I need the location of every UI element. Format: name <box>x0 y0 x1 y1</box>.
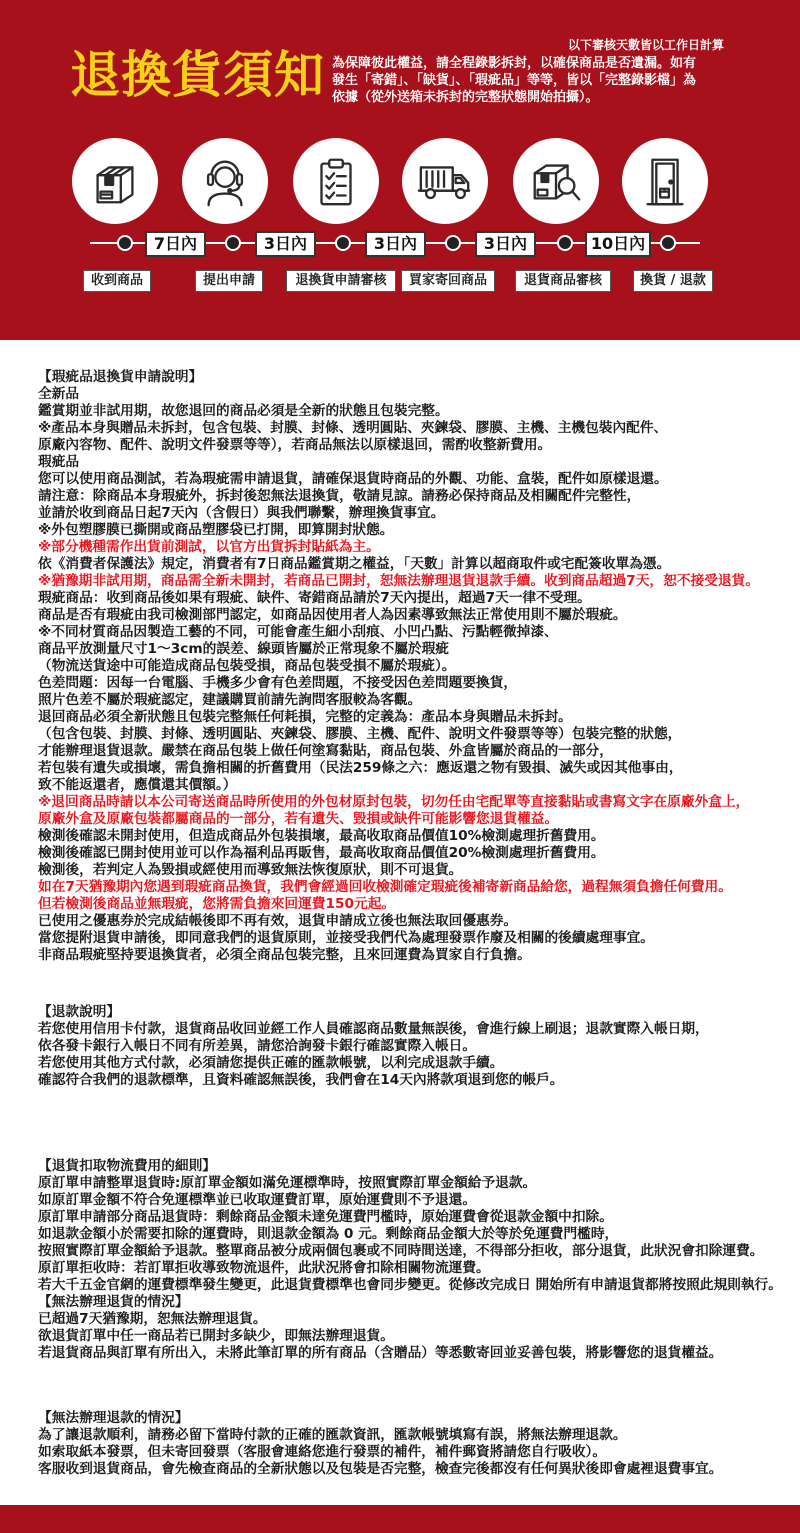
footer-bar <box>0 1505 800 1533</box>
stage-label-inspection: 退貨商品審核 <box>515 270 611 292</box>
intro-line: 依據（從外送箱未拆封的完整狀態開始拍攝）。 <box>332 90 599 105</box>
policy-line: 全新品 <box>38 386 80 402</box>
stage-label-review: 退換貨申請審核 <box>286 270 396 292</box>
policy-line: 才能辦理退貨退款。嚴禁在商品包裝上做任何塗寫黏貼，商品包裝、外盒皆屬於商品的一部分， <box>38 743 613 759</box>
duration-box: 3日內 <box>475 231 536 257</box>
duration-box: 3日內 <box>365 231 426 257</box>
refund-section <box>38 1004 798 1089</box>
shipping-fee-section <box>38 1158 798 1362</box>
policy-line: 鑑賞期並非試用期，故您退回的商品必須是全新的狀態且包裝完整。 <box>38 403 449 419</box>
door-package-icon <box>636 152 694 210</box>
policy-line: （包含包裝、封膜、封條、透明圓貼、夾鍊袋、膠膜、主機、配件、說明文件發票等等）包裝完整的狀態， <box>38 726 682 742</box>
box-inspection-icon <box>527 152 585 210</box>
section-heading: 【退款說明】 <box>38 1004 121 1020</box>
policy-line: 若退貨商品與訂單有所出入，未將此筆訂單的所有商品（含贈品）等悉數寄回並妥善包裝，將影響您的退貨權益。 <box>38 1345 723 1361</box>
policy-line: 色差問題：因每一台電腦、手機多少會有色差問題，不接受因色差問題要換貨， <box>38 675 518 691</box>
policy-line: 欲退貨訂單中任一商品若已開封多缺少，即無法辦理退貨。 <box>38 1328 394 1344</box>
policy-line: （物流送貨途中可能造成商品包裝受損，商品包裝受損不屬於瑕疵）。 <box>38 658 456 674</box>
non-refundable-section <box>38 1410 798 1478</box>
timeline-dot <box>335 235 351 251</box>
step-icon-circle <box>293 138 379 224</box>
clipboard-checklist-icon <box>307 152 365 210</box>
stage-label-ship-back: 買家寄回商品 <box>401 270 495 292</box>
policy-line: ※外包塑膠膜已撕開或商品塑膠袋已打開，即算開封狀態。 <box>38 522 394 538</box>
policy-line: 若您使用其他方式付款，必須請您提供正確的匯款帳號，以利完成退款手續。 <box>38 1055 504 1071</box>
policy-line: 按照實際訂單金額給予退款。整單商品被分成兩個包裹或不同時間送達，不得部分拒收，部分退貨，此狀況會扣除運費。 <box>38 1243 764 1259</box>
stage-label-apply: 提出申請 <box>195 270 263 292</box>
policy-line: 檢測後確認未開封使用，但造成商品外包裝損壞，最高收取商品價值10%檢測處理折舊費用。 <box>38 828 605 844</box>
policy-line: ※不同材質商品因製造工藝的不同，可能會產生細小刮痕、小凹凸點、污點輕微掉漆、 <box>38 624 558 640</box>
defect-return-section <box>38 369 798 964</box>
policy-line: 依各發卡銀行入帳日不同有所差異，請您洽詢發卡銀行確認實際入帳日。 <box>38 1038 477 1054</box>
policy-line: 原廠內容物、配件、說明文件發票等等），若商品無法以原樣退回，需酌收整新費用。 <box>38 437 552 453</box>
step-icon-circle <box>402 138 488 224</box>
policy-line: 如原訂單金額不符合免運標準並已收取運費訂單，原始運費則不予退還。 <box>38 1192 477 1208</box>
policy-line: 並請於收到商品日起7天內（含假日）與我們聯繫，辦理換貨事宜。 <box>38 505 445 521</box>
policy-line: 若包裝有遺失或損壞，需負擔相關的折舊費用（民法259條之六：應返還之物有毀損、滅失或因其他事由， <box>38 760 683 776</box>
package-box-icon <box>86 152 144 210</box>
section-heading: 【無法辦理退貨的情況】 <box>38 1294 189 1310</box>
policy-line: 致不能返還者，應償還其價額。） <box>38 777 237 793</box>
delivery-truck-icon <box>416 152 474 210</box>
policy-line: 若您使用信用卡付款，退貨商品收回並經工作人員確認商品數量無誤後，會進行線上刷退；退款實際入帳日期， <box>38 1021 709 1037</box>
stage-label-exchange-refund: 換貨 / 退款 <box>633 270 713 292</box>
intro-line: 發生「寄錯」、「缺貨」、「瑕疵品」等等，皆以「完整錄影檔」為 <box>332 73 697 88</box>
timeline-dot <box>225 235 241 251</box>
policy-line: 為了讓退款順利，請務必留下當時付款的正確的匯款資訊，匯款帳號填寫有誤，將無法辦理退款。 <box>38 1427 627 1443</box>
timeline-dot <box>117 235 133 251</box>
policy-line: 若大千五金官網的運費標準發生變更，此退貨費標準也會同步變更。從修改完成日 開始所有申請退貨都將按照此規則執行。 <box>38 1277 782 1293</box>
policy-line: 客服收到退貨商品，會先檢查商品的全新狀態以及包裝是否完整，檢查完後都沒有任何異狀後即會處裡退費事宜。 <box>38 1461 723 1477</box>
policy-line: 請注意：除商品本身瑕疵外，拆封後恕無法退換貨，敬請見諒。請務必保持商品及相關配件完整性， <box>38 488 641 504</box>
policy-line: 確認符合我們的退款標準，且資料確認無誤後，我們會在14天內將款項退到您的帳戶。 <box>38 1072 564 1088</box>
policy-line: 商品是否有瑕疵由我司檢測部門認定，如商品因使用者人為因素導致無法正常使用則不屬於瑕疵。 <box>38 607 627 623</box>
customer-service-headset-icon <box>196 152 254 210</box>
policy-line: 檢測後，若判定人為毀損或經使用而導致無法恢復原狀，則不可退貨。 <box>38 862 463 878</box>
step-icon-circle <box>513 138 599 224</box>
policy-line: 您可以使用商品測試，若為瑕疵需申請退貨，請確保退貨時商品的外觀、功能、盒裝，配件如原樣退還。 <box>38 471 668 487</box>
policy-line: 如索取紙本發票，但未寄回發票（客服會連絡您進行發票的補件，補件郵資將請您自行吸收）。 <box>38 1444 607 1460</box>
policy-line: 當您提附退貨申請後，即同意我們的退貨原則，並接受我們代為處理發票作廢及相關的後續處理事宜。 <box>38 930 654 946</box>
policy-line: 原訂單拒收時：若訂單拒收導致物流退件，此狀況將會扣除相關物流運費。 <box>38 1260 490 1276</box>
stage-label-received: 收到商品 <box>83 270 151 292</box>
policy-line: 依《消費者保護法》規定，消費者有7日商品鑑賞期之權益，「天數」計算以超商取件或宅配簽收單為憑。 <box>38 556 671 572</box>
timeline-dot <box>445 235 461 251</box>
alert-line: 如在7天猶豫期內您遇到瑕疵商品換貨，我們會經過回收檢測確定瑕疵後補寄新商品給您，過程無須負擔任何費用。 <box>38 879 732 895</box>
step-icon-circle <box>622 138 708 224</box>
section-heading: 【瑕疵品退換貨申請說明】 <box>38 369 203 385</box>
policy-line: 原訂單申請整單退貨時:原訂單金額如滿免運標準時，按照實際訂單金額給予退款。 <box>38 1175 537 1191</box>
alert-line: 原廠外盒及原廠包裝都屬商品的一部分，若有遺失、毀損或缺件可能影響您退貨權益。 <box>38 811 559 827</box>
policy-line: 瑕疵商品：收到商品後如果有瑕疵、缺件、寄錯商品請於7天內提出，超過7天一律不受理。 <box>38 590 591 606</box>
policy-line: 原訂單申請部分商品退貨時：剩餘商品金額未達免運費門檻時，原始運費會從退款金額中扣除。 <box>38 1209 613 1225</box>
policy-line: 非商品瑕疵堅持要退換貨者，必須全商品包裝完整，且來回運費為買家自行負擔。 <box>38 947 531 963</box>
policy-line: 檢測後確認已開封使用並可以作為福利品再販售，最高收取商品價值20%檢測處理折舊費用。 <box>38 845 605 861</box>
page-title: 退換貨須知 <box>70 46 325 104</box>
policy-line: 瑕疵品 <box>38 454 80 470</box>
policy-line: ※產品本身與贈品未拆封，包含包裝、封膜、封條、透明圓貼、夾鍊袋、膠膜、主機、主機包裝內配件、 <box>38 420 668 436</box>
policy-line: 如退款金額小於需要扣除的運費時，則退款金額為 0 元。剩餘商品金額大於等於免運費門檻時， <box>38 1226 619 1242</box>
alert-line: 但若檢測後商品並無瑕疵，您將需負擔來回運費150元起。 <box>38 896 396 912</box>
duration-box: 10日內 <box>585 231 651 257</box>
alert-line: ※部分機種需作出貨前測試，以官方出貨拆封貼紙為主。 <box>38 539 380 555</box>
duration-box: 7日內 <box>145 231 206 257</box>
timeline-dot <box>660 235 676 251</box>
section-heading: 【無法辦理退款的情況】 <box>38 1410 189 1426</box>
policy-line: 已使用之優惠券於完成結帳後即不再有效，退貨申請成立後也無法取回優惠券。 <box>38 913 518 929</box>
working-days-note: 以下審核天數皆以工作日計算 <box>567 38 724 52</box>
policy-line: 商品平放測量尺寸1～3cm的誤差、線頭皆屬於正常現象不屬於瑕疵 <box>38 641 449 657</box>
policy-line: 照片色差不屬於瑕疵認定，建議購買前請先詢問客服較為客觀。 <box>38 692 422 708</box>
step-icon-circle <box>182 138 268 224</box>
duration-box: 3日內 <box>255 231 316 257</box>
section-heading: 【退貨扣取物流費用的細則】 <box>38 1158 216 1174</box>
timeline-dot <box>557 235 573 251</box>
policy-line: 退回商品必須全新狀態且包裝完整無任何耗損，完整的定義為：產品本身與贈品未拆封。 <box>38 709 572 725</box>
intro-line: 為保障彼此權益，請全程錄影拆封，以確保商品是否遺漏。如有 <box>332 56 697 71</box>
intro-paragraph <box>332 55 772 106</box>
header-banner <box>0 0 800 340</box>
policy-line: 已超過7天猶豫期，恕無法辦理退貨。 <box>38 1311 267 1327</box>
alert-line: ※退回商品時請以本公司寄送商品時所使用的外包材原封包裝，切勿任由宅配單等直接黏貼或書寫文字在原廠外盒上， <box>38 794 750 810</box>
alert-line: ※猶豫期非試用期，商品需全新未開封，若商品已開封，恕無法辦理退貨退款手續。收到商品超過7天，恕不接受退貨。 <box>38 573 759 589</box>
step-icon-circle <box>72 138 158 224</box>
